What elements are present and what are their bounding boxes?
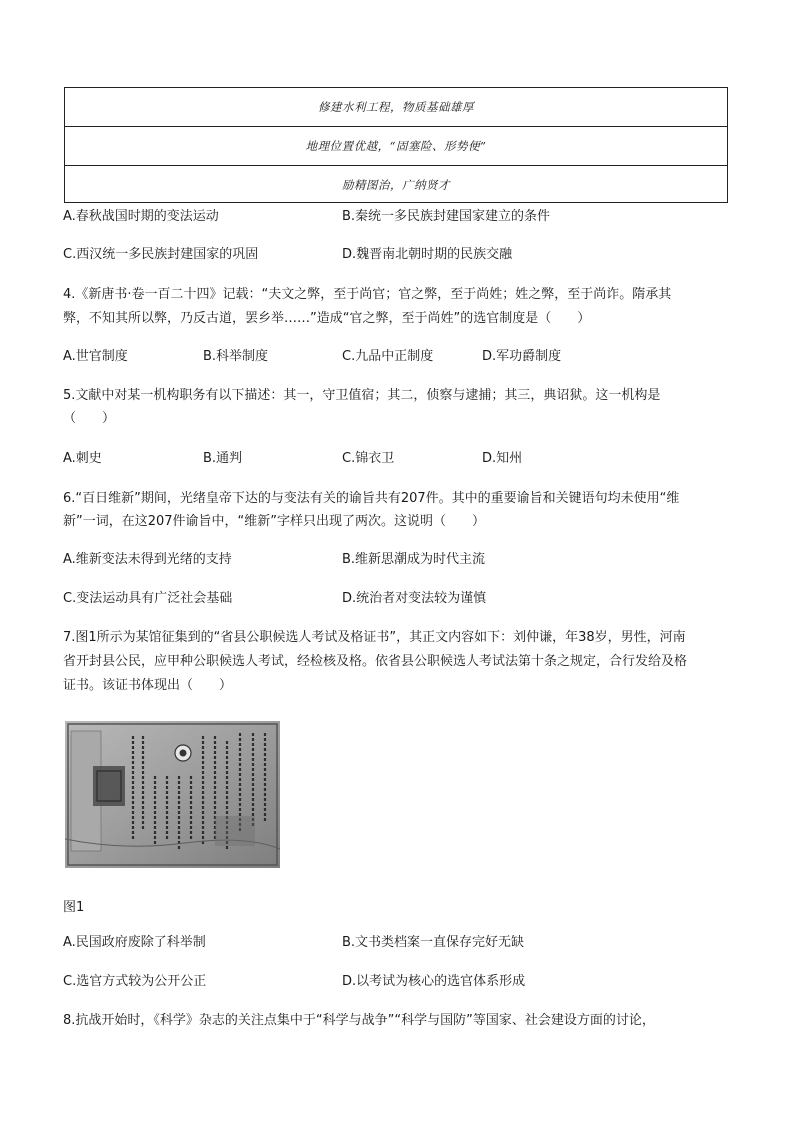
q8-stem-line1: 8.抗战开始时，《科学》杂志的关注点集中于“科学与战争”“科学与国防”等国家、社会建设方面的讨论， — [63, 1013, 655, 1028]
certificate-image — [65, 721, 280, 868]
q6-option-b: B.维新思潮成为时代主流 — [342, 552, 486, 567]
q5-option-c: C.锦衣卫 — [342, 451, 395, 466]
q4-stem-line2: 弊，不知其所以弊，乃反古道，罢乡举……”造成“官之弊，至于尚姓”的选官制度是（ ） — [63, 311, 591, 326]
q6-option-d: D.统治者对变法较为谨慎 — [342, 591, 487, 606]
q7-stem-line1: 7.图1所示为某馆征集到的“省县公职候选人考试及格证书”，其正文内容如下：刘仲谦，年38岁，男性，河南 — [63, 630, 686, 645]
q5-option-b: B.通判 — [203, 451, 243, 466]
q3-option-c: C.西汉统一多民族封建国家的巩固 — [63, 247, 259, 262]
q4-option-d: D.军功爵制度 — [482, 349, 562, 364]
q6-option-c: C.变法运动具有广泛社会基础 — [63, 591, 233, 606]
q5-stem-line2: （ ） — [63, 411, 116, 426]
q5-option-d: D.知州 — [482, 451, 523, 466]
table-row: 修建水利工程，物质基础雄厚 — [318, 100, 474, 114]
q6-stem-line2: 新”一词，在这207件谕旨中，“维新”字样只出现了两次。这说明（ ） — [63, 514, 486, 529]
q5-stem-line1: 5.文献中对某一机构职务有以下描述：其一，守卫值宿；其二，侦察与逮捕；其三，典诏狱。这一机构是 — [63, 388, 661, 403]
q6-stem-line1: 6.“百日维新”期间，光绪皇帝下达的与变法有关的谕旨共有207件。其中的重要谕旨和关键语句均未使用“维 — [63, 491, 680, 506]
q3-option-d: D.魏晋南北朝时期的民族交融 — [342, 247, 513, 262]
q7-option-c: C.选官方式较为公开公正 — [63, 974, 207, 989]
q5-option-a: A.刺史 — [63, 451, 102, 466]
certificate-photo — [65, 721, 280, 868]
q4-option-c: C.九品中正制度 — [342, 349, 434, 364]
q6-option-a: A.维新变法未得到光绪的支持 — [63, 552, 232, 567]
figure-caption: 图1 — [63, 900, 85, 915]
q7-stem-line3: 证书。该证书体现出（ ） — [63, 678, 233, 693]
table-row: 地理位置优越，“固塞险、形势便” — [65, 126, 727, 165]
q7-option-b: B.文书类档案一直保存完好无缺 — [342, 935, 525, 950]
q3-option-a: A.春秋战国时期的变法运动 — [63, 209, 219, 224]
reasons-table — [64, 87, 728, 203]
q7-option-d: D.以考试为核心的选官体系形成 — [342, 974, 526, 989]
q4-option-a: A.世官制度 — [63, 349, 128, 364]
q7-stem-line2: 省开封县公民，应甲种公职候选人考试，经检核及格。依省县公职候选人考试法第十条之规定，合行发给及格 — [63, 654, 688, 669]
q7-option-a: A.民国政府废除了科举制 — [63, 935, 206, 950]
table-row: 励精图治，广纳贤才 — [65, 165, 727, 204]
q4-stem-line1: 4.《新唐书·卷一百二十四》记载：“夫文之弊，至于尚官；官之弊，至于尚姓；姓之弊，至于尚诈。隋承其 — [63, 287, 672, 302]
q4-option-b: B.科举制度 — [203, 349, 269, 364]
q3-option-b: B.秦统一多民族封建国家建立的条件 — [342, 209, 551, 224]
